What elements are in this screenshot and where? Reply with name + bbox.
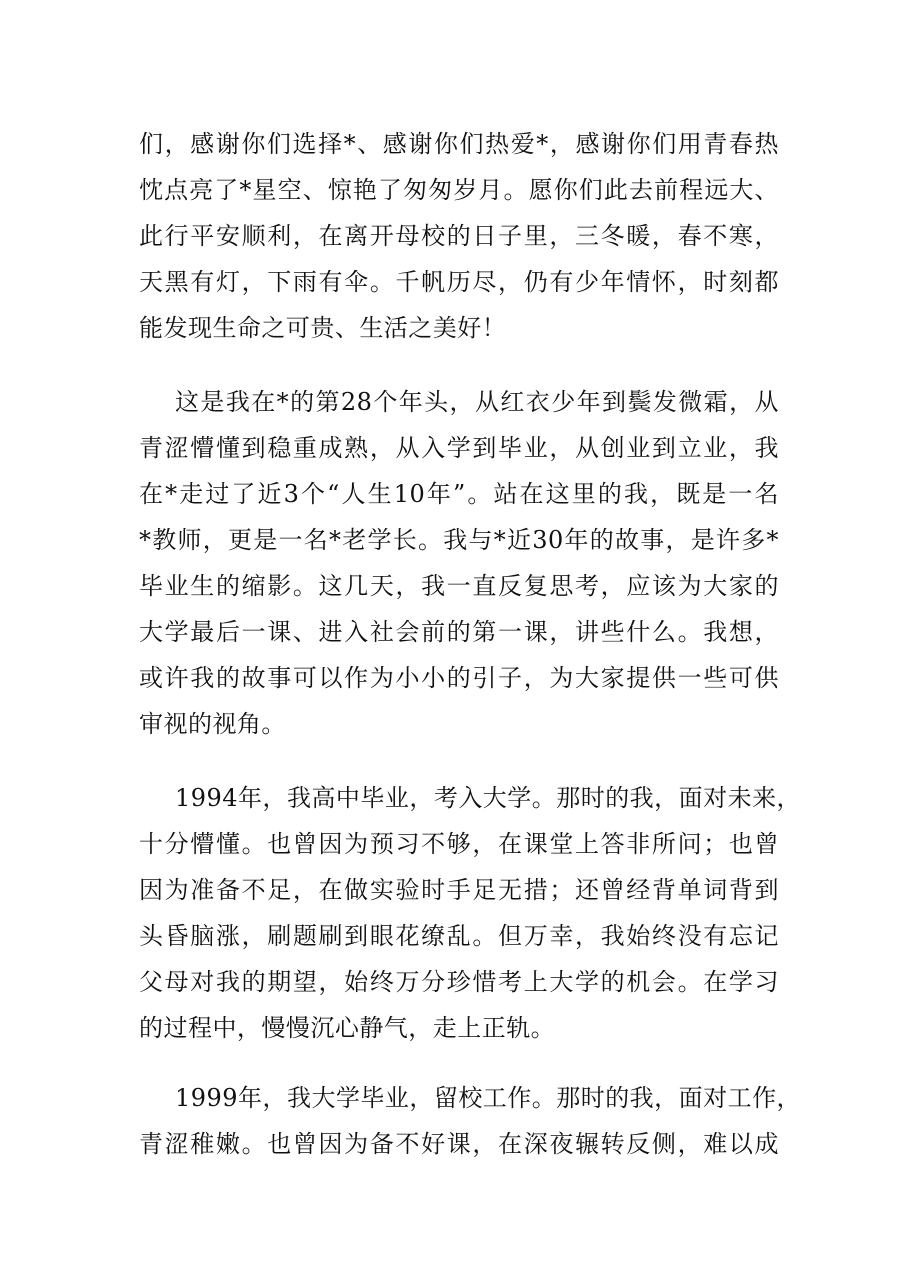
text-line: 青涩懵懂到稳重成熟，从入学到毕业，从创业到立业，我 xyxy=(139,434,779,462)
paragraph-gap xyxy=(139,1051,779,1075)
text-line: 十分懵懂。也曾因为预习不够，在课堂上答非所问；也曾 xyxy=(139,830,779,858)
text-line: 头昏脑涨，刷题刷到眼花缭乱。但万幸，我始终没有忘记 xyxy=(139,922,779,950)
text-line: 能发现生命之可贵、生活之美好！ xyxy=(139,314,507,342)
paragraph-gap xyxy=(139,747,779,775)
text-line: *教师，更是一名*老学长。我与*近30年的故事，是许多* xyxy=(139,526,779,554)
text-line: 毕业生的缩影。这几天，我一直反复思考，应该为大家的 xyxy=(139,572,779,600)
paragraph-3 xyxy=(139,775,802,1051)
paragraph-gap xyxy=(139,351,779,379)
text-line: 1994年，我高中毕业，考入大学。那时的我，面对未来， xyxy=(175,784,802,812)
body-text xyxy=(139,121,802,1167)
paragraph-1 xyxy=(139,121,779,351)
text-line: 此行平安顺利，在离开母校的日子里，三冬暖，春不寒， xyxy=(139,222,779,250)
paragraph-4 xyxy=(139,1075,802,1167)
text-line: 的过程中，慢慢沉心静气，走上正轨。 xyxy=(139,1014,556,1042)
text-line: 这是我在*的第28个年头，从红衣少年到鬓发微霜，从 xyxy=(175,388,779,416)
text-line: 因为准备不足，在做实验时手足无措；还曾经背单词背到 xyxy=(139,876,779,904)
text-line: 青涩稚嫩。也曾因为备不好课，在深夜辗转反侧，难以成 xyxy=(139,1130,779,1158)
text-line: 忱点亮了*星空、惊艳了匆匆岁月。愿你们此去前程远大、 xyxy=(139,176,779,204)
paragraph-2 xyxy=(139,379,779,747)
text-line: 们，感谢你们选择*、感谢你们热爱*，感谢你们用青春热 xyxy=(139,130,779,158)
text-line: 或许我的故事可以作为小小的引子，为大家提供一些可供 xyxy=(139,664,779,692)
text-line: 1999年，我大学毕业，留校工作。那时的我，面对工作， xyxy=(175,1084,802,1112)
text-line: 天黑有灯，下雨有伞。千帆历尽，仍有少年情怀，时刻都 xyxy=(139,268,779,296)
text-line: 在*走过了近3个“人生10年”。站在这里的我，既是一名 xyxy=(139,480,779,508)
text-line: 父母对我的期望，始终万分珍惜考上大学的机会。在学习 xyxy=(139,968,779,996)
text-line: 审视的视角。 xyxy=(139,710,286,738)
text-line: 大学最后一课、进入社会前的第一课，讲些什么。我想， xyxy=(139,618,779,646)
